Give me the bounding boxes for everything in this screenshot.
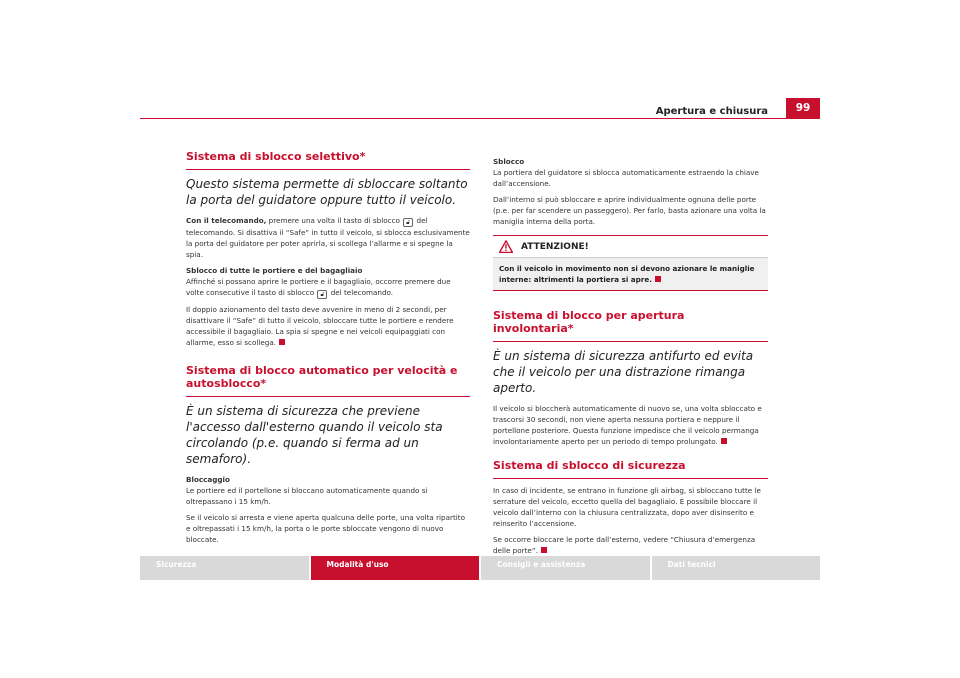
paragraph: La portiera del guidatore si sblocca automaticamente estraendo la chiave dall’accensione. — [493, 168, 759, 188]
section-end-icon — [655, 276, 661, 282]
text: Con il veicolo in movimento non si devono azionare le maniglie interne: altrimenti la portiera si apre. — [499, 264, 755, 284]
section-end-icon — [279, 339, 285, 345]
warning-triangle-icon — [499, 240, 513, 253]
warning-box — [493, 235, 768, 291]
text: del telecomando. — [328, 288, 394, 297]
subheading: Sblocco di tutte le portiere e del bagagliaio — [186, 266, 363, 275]
section-auto-lock — [186, 364, 470, 545]
paragraph: In caso di incidente, se entrano in funzione gli airbag, si sbloccano tutte le serrature del veicolo, eccetto quella del bagagliaio. È possibile bloccare il veicolo dall’interno con la chiusura centralizzata, dopo aver disinserito e reinserito l’accensione. — [493, 486, 761, 528]
section-involuntary-open — [493, 309, 768, 447]
section-lead: È un sistema di sicurezza antifurto ed evita che il veicolo per una distrazione rimanga aperto. — [493, 349, 754, 395]
right-column — [493, 156, 768, 561]
section-title: Sistema di sblocco selettivo* — [186, 150, 470, 170]
header-divider — [140, 118, 820, 119]
section-selective-unlock — [186, 150, 470, 348]
text: Il doppio azionamento del tasto deve avvenire in meno di 2 secondi, per disattivare il “Safe” di tutto il veicolo, sbloccare tutte le portiere e rendere accessibile il bagagliaio. La spia si spegne e nei veicoli equipaggiati con allarme, esso si scollega. — [186, 305, 454, 347]
subheading: Sblocco — [493, 157, 525, 166]
section-safety-unlock — [493, 459, 768, 556]
left-column — [186, 150, 470, 550]
footer-tab-sicurezza[interactable]: Sicurezza — [140, 556, 309, 580]
text: premere una volta il tasto di sblocco — [266, 216, 400, 225]
section-end-icon — [541, 547, 547, 553]
unlock-key-icon: 🔓︎ — [317, 290, 327, 299]
page-header-title: Apertura e chiusura — [655, 106, 768, 117]
paragraph — [493, 403, 768, 447]
section-lead: È un sistema di sicurezza che previene l'accesso dall'esterno quando il veicolo sta circolando (p.e. quando si ferma ad un semaforo). — [186, 404, 443, 466]
section-lead: Questo sistema permette di sbloccare soltanto la porta del guidatore oppure tutto il veicolo. — [186, 177, 468, 207]
warning-text — [493, 258, 768, 290]
section-unlock — [493, 156, 768, 227]
section-end-icon — [721, 438, 727, 444]
paragraph — [493, 534, 768, 556]
paragraph: Se il veicolo si arresta e viene aperta qualcuna delle porte, una volta ripartito e oltrepassati i 15 km/h, la porta o le porte sbloccate vengono di nuovo bloccate. — [186, 513, 466, 544]
section-title: Sistema di blocco automatico per velocità e autosblocco* — [186, 364, 470, 397]
footer-tab-dati-tecnici[interactable]: Dati tecnici — [652, 556, 821, 580]
inline-bold: Con il telecomando, — [186, 216, 267, 225]
text: Se occorre bloccare le porte dall’esterno, vedere “Chiusura d’emergenza delle porte”. — [493, 535, 756, 555]
paragraph: Le portiere ed il portellone si bloccano automaticamente quando si oltrepassano i 15 km/h. — [186, 486, 428, 506]
warning-title: ATTENZIONE! — [521, 241, 589, 252]
footer-tab-consigli-assistenza[interactable]: Consigli e assistenza — [481, 556, 650, 580]
text: Il veicolo si bloccherà automaticamente di nuovo se, una volta sbloccato e trascorsi 30 secondi, non viene aperta nessuna portiera e neppure il portellone posteriore. Questa funzione impedisce che il veicolo permanga involontariamente aperto per un periodo di tempo prolungato. — [493, 404, 762, 446]
warning-header — [493, 236, 768, 258]
footer-tab-modalita-uso[interactable]: Modalità d'uso — [311, 556, 480, 580]
section-title: Sistema di sblocco di sicurezza — [493, 459, 768, 479]
text: Affinché si possano aprire le portiere e il bagagliaio, occorre premere due volte consecutive il tasto di sblocco — [186, 277, 451, 297]
section-title: Sistema di blocco per apertura involontaria* — [493, 309, 768, 342]
footer-nav — [140, 556, 820, 580]
page-number: 99 — [786, 98, 820, 118]
paragraph — [186, 276, 470, 299]
subheading: Bloccaggio — [186, 475, 230, 484]
unlock-key-icon: 🔓︎ — [403, 218, 413, 227]
paragraph — [186, 304, 470, 348]
text: del telecomando. Si disattiva il “Safe” in tutto il veicolo, si sblocca esclusivamente la porta del guidatore per poter aprirla, si scollega l’allarme e si spegne la spia. — [186, 216, 470, 259]
paragraph — [186, 215, 470, 260]
paragraph: Dall’interno si può sbloccare e aprire individualmente ognuna delle porte (p.e. per far scendere un passeggero). Per farlo, basta azionare una volta la maniglia interna della porta. — [493, 195, 766, 226]
